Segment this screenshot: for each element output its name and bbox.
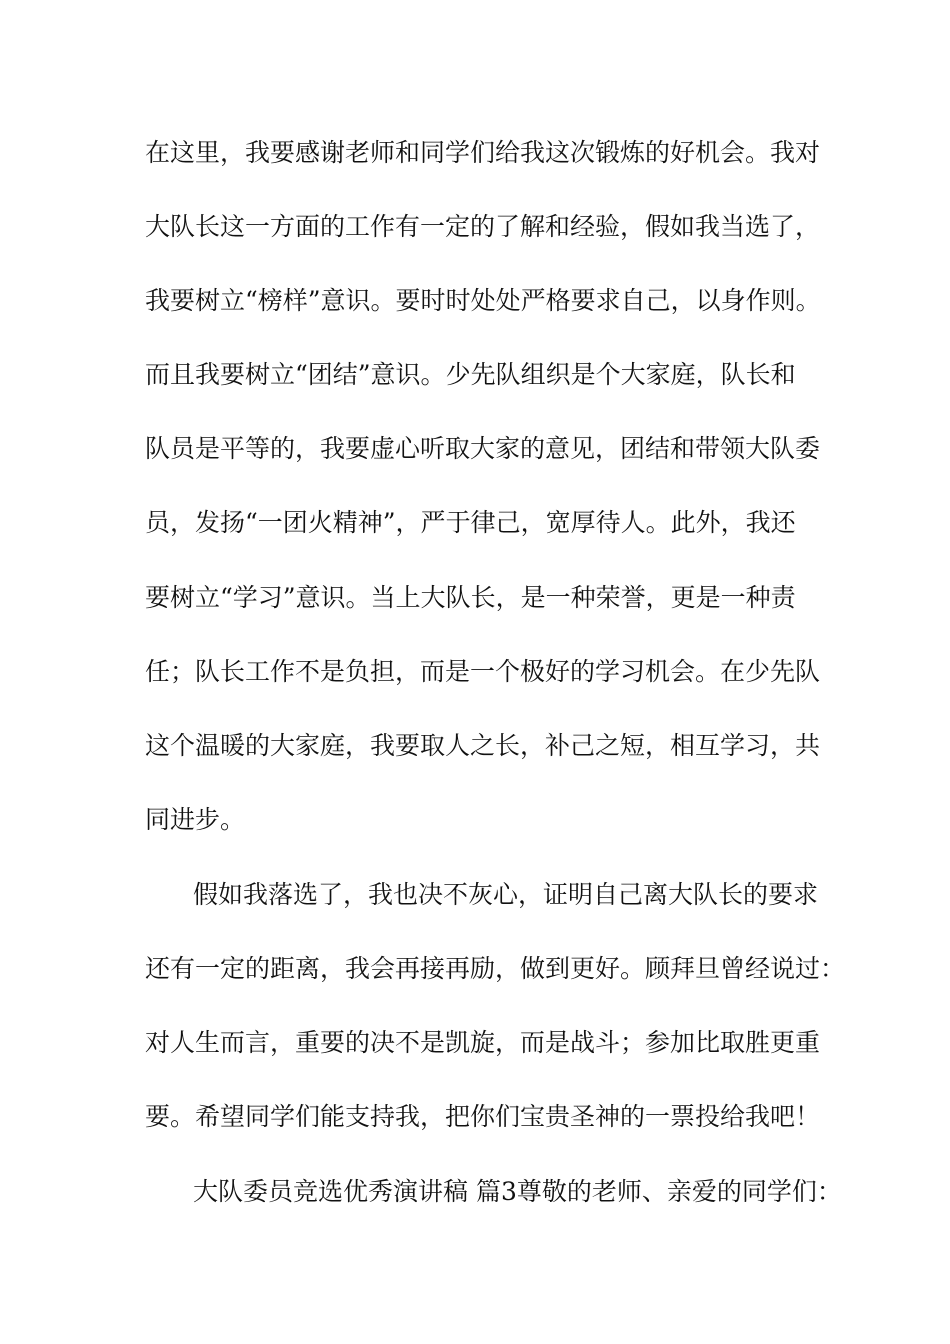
text-line: 而且我要树立“团结”意识。少先队组织是个大家庭，队长和	[145, 360, 796, 389]
text-line: 员，发扬“一团火精神”，严于律己，宽厚待人。此外，我还	[145, 508, 796, 537]
text-line: 我要树立“榜样”意识。要时时处处严格要求自己，以身作则。	[145, 286, 821, 315]
text-line: 这个温暖的大家庭，我要取人之长，补己之短，相互学习，共	[145, 731, 821, 760]
text-line: 还有一定的距离，我会再接再励，做到更好。顾拜旦曾经说过：	[145, 954, 846, 983]
text-line: 要树立“学习”意识。当上大队长，是一种荣誉，更是一种责	[145, 583, 796, 612]
text-line: 任；队长工作不是负担，而是一个极好的学习机会。在少先队	[145, 657, 821, 686]
text-line: 同进步。	[145, 805, 246, 834]
text-line: 要。希望同学们能支持我，把你们宝贵圣神的一票投给我吧！	[145, 1102, 821, 1131]
paragraph-start-line: 假如我落选了，我也决不灰心，证明自己离大队长的要求	[193, 880, 819, 909]
text-line: 队员是平等的，我要虚心听取大家的意见，团结和带领大队委	[145, 434, 821, 463]
paragraph-start-line: 大队委员竞选优秀演讲稿 篇3尊敬的老师、亲爱的同学们：	[193, 1177, 842, 1206]
text-line: 大队长这一方面的工作有一定的了解和经验，假如我当选了，	[145, 212, 821, 241]
text-line: 对人生而言，重要的决不是凯旋，而是战斗；参加比取胜更重	[145, 1028, 821, 1057]
text-line: 在这里，我要感谢老师和同学们给我这次锻炼的好机会。我对	[145, 138, 821, 167]
